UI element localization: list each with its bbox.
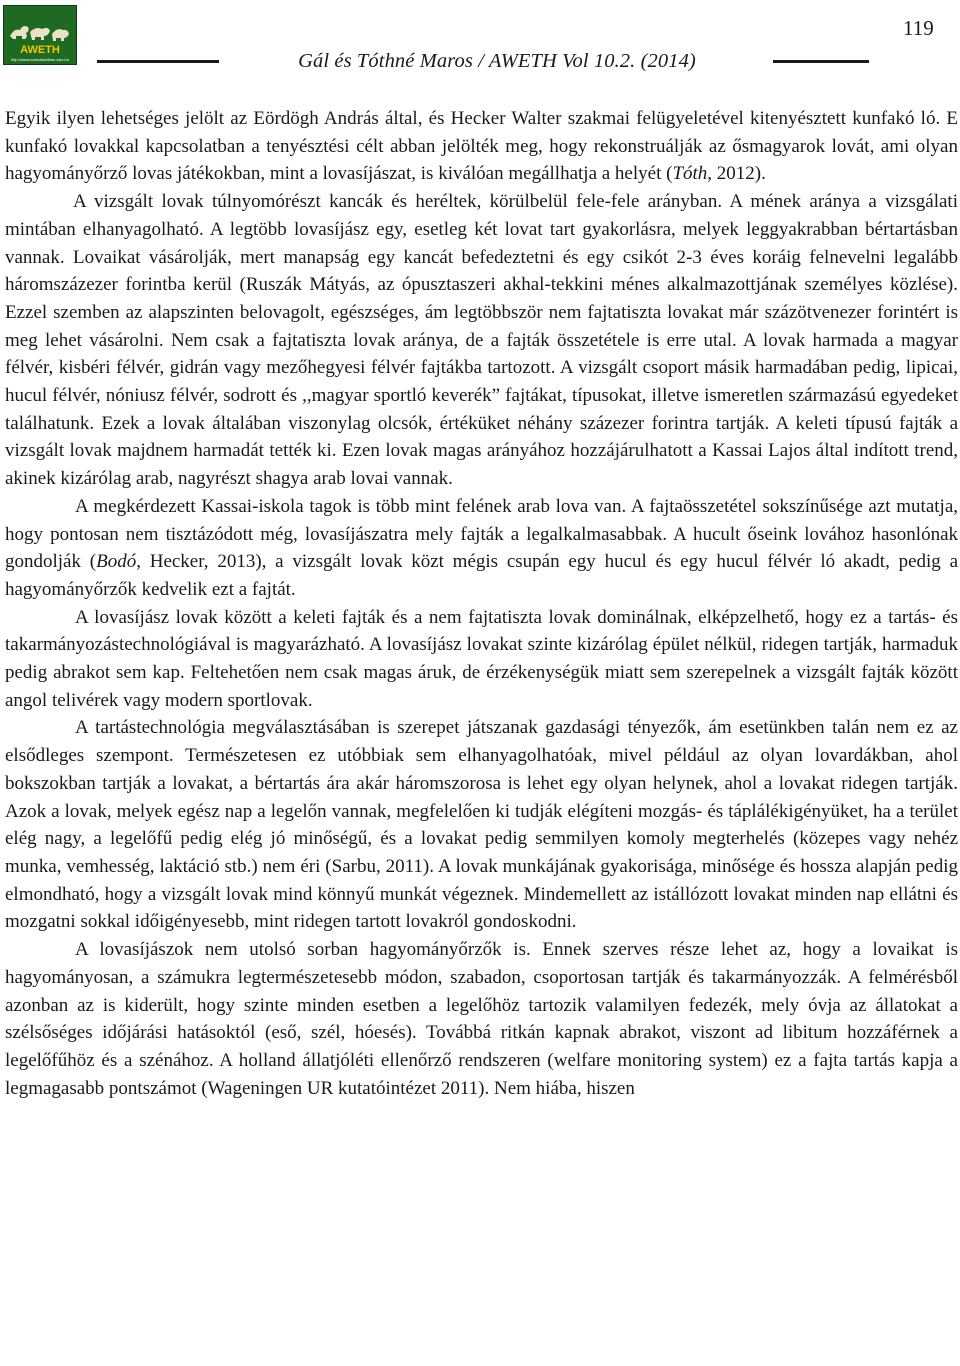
paragraph: A lovasíjász lovak között a keleti fajták és a nem fajtatiszta lovak dominálnak, elképzelhető, hogy ez a tartás- és takarmányozástechnológiával is magyarázható. A lovasíjász lovakat szinte kizárólag épület nélkül, ridegen tartják, harmaduk pedig abrakot sem kap. Feltehetően nem csak magas áruk, de érzékenységük miatt sem szerepelnek a vizsgált fajták között angol telivérek vagy modern sportlovak. [5, 606, 958, 711]
running-header: Gál és Tóthné Maros / AWETH Vol 10.2. (2014) [298, 50, 696, 72]
header-rule-left [97, 60, 219, 63]
journal-logo [3, 5, 77, 65]
citation-author: Tóth [672, 163, 708, 185]
paragraph: A vizsgált lovak túlnyomórészt kancák és heréltek, körülbelül fele-fele arányban. A mének aránya a vizsgálati mintában elhanyagolható. A legtöbb lovasíjász egy, esetleg két lovat tart gyakorlásra, melyek leggyakrabban bértartásban vannak. Lovaikat vásárolják, mert manapság egy kancát befedeztetni és egy csikót 2-3 éves koráig felnevelni legalább háromszázezer forintba kerül (Ruszák Mátyás, az ópusztaszeri akhal-tekkini ménes alkalmazottjának személyes közlése). Ezzel szemben az alapszinten belovagolt, egészséges, ám legtöbbször nem fajtatiszta lovakat már százötvenezer forintért is meg lehet vásárolni. Nem csak a fajtatiszta lovak aránya, de a fajták összetétele is erre utal. A lovak harmada a magyar félvér, kisbéri félvér, gidrán vagy mezőhegyesi félvér fajtákba tartozott. A vizsgált csoport másik harmadában pedig, lipicai, hucul félvér, nóniusz félvér, sodrott és ,,magyar sportló keverék” fajtákat, típusokat, illetve ismeretlen származású egyedeket találhatunk. Ezek a lovak általában viszonylag olcsók, értéküket néhány százezer forintra tartják. A keleti típusú fajták a vizsgált lovak majdnem harmadát tették ki. Ezen lovak magas arányához hozzájárulhatott a Kassai Lajos által indított trend, akinek kizárólag arab, nagyrészt shagya arab lovai vannak. [5, 191, 958, 490]
page-number: 119 [903, 16, 934, 40]
paragraph: Egyik ilyen lehetséges jelölt az Eördögh András által, és Hecker Walter szakmai felügyeletével kitenyésztett kunfakó ló. E kunfakó lovakkal kapcsolatban a tenyésztési célt abban jelölték meg, hogy rekonstruálják az ősmagyarok lovát, ami olyan hagyományőrző lovas játékokban, mint a lovasíjászat, is kiválóan megállhatja a helyét (Tóth, 2012). [5, 108, 958, 185]
paragraph: A lovasíjászok nem utolsó sorban hagyományőrzők is. Ennek szerves része lehet az, hogy a lovaikat is hagyományosan, a számukra legtermészetesebb módon, szabadon, csoportosan tartják és takarmányozzák. A felmérésből azonban az is kiderült, hogy szinte minden esetben a legelőhöz tartozik valamilyen fedezék, mely óvja az állatokat a szélsőséges időjárási hatásoktól (eső, szél, hóesés). Továbbá ritkán kapnak abrakot, viszont ad libitum hozzáférnek a legelőfűhöz és a szénához. A holland állatjóléti ellenőrző rendszeren (welfare monitoring system) ez a fajta tartás kapja a legmagasabb pontszámot (Wageningen UR kutatóintézet 2011). Nem hiába, hiszen [5, 939, 958, 1099]
header-rule-right [773, 60, 869, 63]
logo-url: http://www.animalwelfare.szie.hu [10, 57, 70, 62]
paragraph: A tartástechnológia megválasztásában is szerepet játszanak gazdasági tényezők, ám esetünkben talán nem ez az elsődleges szempont. Természetesen ez utóbbiak sem elhanyagolhatóak, mivel például az olyan lovardákban, ahol bokszokban tartják a lovakat, a bértartás ára akár háromszorosa is lehet egy olyan helynek, ahol a lovakat ridegen tartják. Azok a lovak, melyek egész nap a legelőn vannak, megfelelően ki tudják elégíteni mozgás- és táplálékigényüket, ha a terület elég nagy, a legelőfű pedig elég jó minőségű, és a lovakat pedig semmilyen komoly megterhelés (közepes vagy nehéz munka, vemhesség, laktáció stb.) nem éri (Sarbu, 2011). A lovak munkájának gyakorisága, minősége és hossza alapján pedig elmondható, hogy a vizsgált lovak mind könnyű munkát végeznek. Mindemellett az istállózott lovakat minden nap ellátni és mozgatni sokkal időigényesebb, mint ridegen tartott lovakról gondoskodni. [5, 717, 958, 933]
paragraph: A megkérdezett Kassai-iskola tagok is több mint felének arab lova van. A fajtaösszetétel sokszínűsége azt mutatja, hogy pontosan nem tisztázódott még, lovasíjászatra mely fajták a legalkalmasabbak. A hucult őseink lovához hasonlónak gondolják (Bodó, Hecker, 2013), a vizsgált lovak közt mégis csupán egy hucul és egy hucul félvér ló akadt, pedig a hagyományőrzők kedvelik ezt a fajtát. [5, 495, 958, 600]
article-body [5, 105, 958, 1102]
citation-author: Bodó [96, 551, 137, 573]
horse-logo-icon [4, 6, 76, 64]
logo-text: AWETH [20, 44, 60, 56]
